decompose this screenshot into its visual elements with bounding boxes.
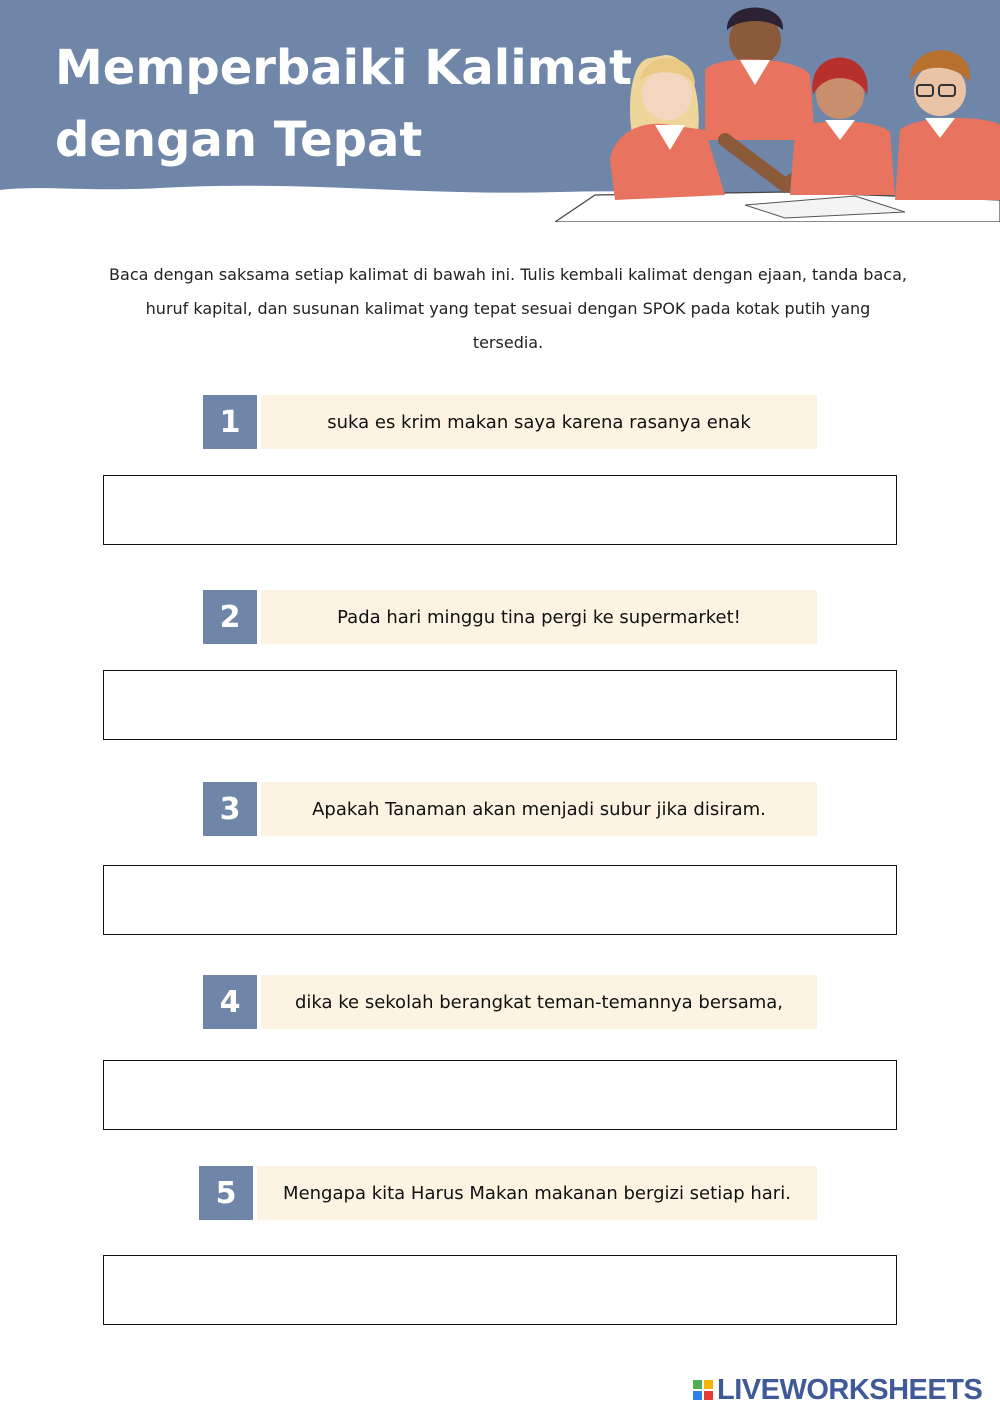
question-number: 2	[203, 590, 257, 644]
answer-field-5[interactable]	[103, 1255, 897, 1325]
question-number: 3	[203, 782, 257, 836]
question-sentence: Apakah Tanaman akan menjadi subur jika disiram.	[261, 782, 817, 836]
logo-mark-icon	[693, 1380, 713, 1400]
instructions-text: Baca dengan saksama setiap kalimat di bawah ini. Tulis kembali kalimat dengan ejaan, tanda baca, huruf kapital, dan susunan kalimat yang tepat sesuai dengan SPOK pada kotak putih yang tersedia.	[109, 265, 907, 352]
question-number: 1	[203, 395, 257, 449]
title-line-2: dengan Tepat	[55, 112, 423, 168]
question-sentence: Mengapa kita Harus Makan makanan bergizi setiap hari.	[257, 1166, 817, 1220]
title-line-1: Memperbaiki Kalimat	[55, 40, 633, 96]
liveworksheets-logo[interactable]	[693, 1374, 982, 1406]
question-number: 4	[203, 975, 257, 1029]
question-sentence: dika ke sekolah berangkat teman-temannya bersama,	[261, 975, 817, 1029]
answer-field-3[interactable]	[103, 865, 897, 935]
answer-field-4[interactable]	[103, 1060, 897, 1130]
answer-field-1[interactable]	[103, 475, 897, 545]
question-sentence: Pada hari minggu tina pergi ke supermarket!	[261, 590, 817, 644]
students-illustration	[555, 0, 1000, 222]
question-sentence: suka es krim makan saya karena rasanya enak	[261, 395, 817, 449]
brand-name: LIVEWORKSHEETS	[717, 1373, 983, 1406]
answer-field-2[interactable]	[103, 670, 897, 740]
header-banner	[0, 0, 1000, 230]
question-number: 5	[199, 1166, 253, 1220]
page-title	[55, 32, 632, 176]
